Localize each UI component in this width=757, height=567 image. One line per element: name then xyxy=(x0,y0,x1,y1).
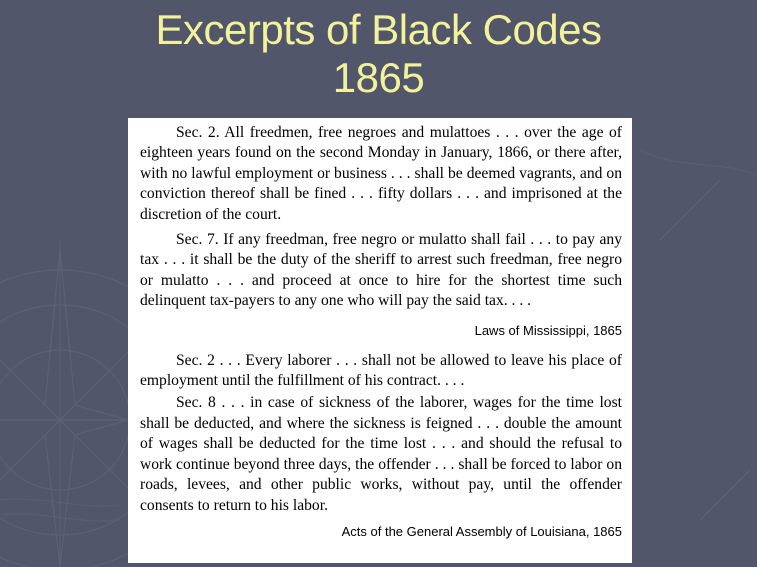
louisiana-sec-2-text: Sec. 2 . . . Every laborer . . . shall not be allowed to leave his place of employment until the fulfillment of his contract. . . . xyxy=(140,351,622,390)
louisiana-sec-8-text: Sec. 8 . . . in case of sickness of the laborer, wages for the time lost shall be deducted, and where the sickness is feigned . . . double the amount of wages shall be deducted for the time lost . . . and should the refusal to work continue beyond three days, the offender . . . shall be forced to labor on roads, levees, and other public works, without pay, until the offender consents to return to his labor. xyxy=(140,394,622,514)
louisiana-source-citation: Acts of the General Assembly of Louisiana, 1865 xyxy=(341,523,622,539)
slide-title xyxy=(0,6,757,102)
mississippi-sec-7-text: Sec. 7. If any freedman, free negro or mulatto shall fail . . . to pay any tax . . . it shall be the duty of the sheriff to arrest such freedman, free negro or mulatto . . . and proceed at once to hire for the shortest time such delinquent tax-payers to any one who will pay the said tax. . . . xyxy=(140,231,622,310)
black-codes-excerpt-document xyxy=(128,118,632,563)
slide-title-line1: Excerpts of Black Codes xyxy=(155,6,602,53)
slide-title-year: 1865 xyxy=(332,54,425,101)
mississippi-source-citation: Laws of Mississippi, 1865 xyxy=(474,322,622,338)
mississippi-sec-2-text: Sec. 2. All freedmen, free negroes and mulattoes . . . over the age of eighteen years found on the second Monday in January, 1866, or there after, with no lawful employment or business . . . shall be deemed vagrants, and on conviction thereof shall be fined . . . fifty dollars . . . and imprisoned at the discretion of the court. xyxy=(140,124,622,223)
